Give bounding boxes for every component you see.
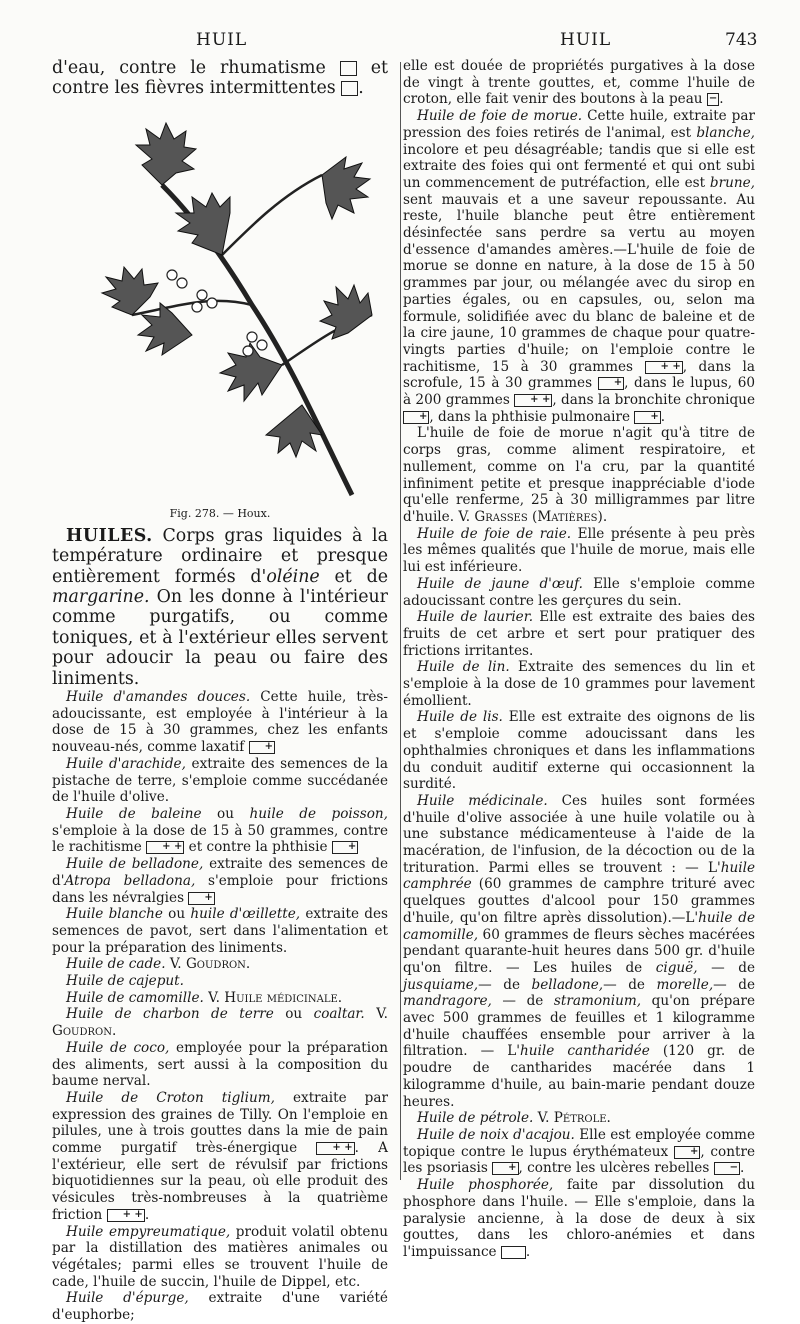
- entry-foie-morue-note: L'huile de foie de morue n'agit qu'à titre de corps gras, comme aliment respiratoire, et nullement, comme on l'a cru, par la quantité infiniment petite et presque inappréciable d'iode qu'elle renferme, 25 à 30 milligrammes par litre d'huile. V. Grasses (Matières).: [403, 425, 755, 525]
- entry-charbon: Huile de charbon de terre ou coaltar. V. Goudron.: [52, 1006, 388, 1040]
- empty-box-symbol: [501, 1246, 526, 1259]
- entry-empyreumatique: Huile empyreumatique, produit volatil obtenu par la distillation des matières animales ou végétales; parmi elles se trouvent l'huile de cade, l'huile de succin, l'huile de Dippel, etc.: [52, 1223, 388, 1290]
- column-divider: [400, 62, 401, 1180]
- entry-lis: Huile de lis. Elle est extraite des oignons de lis et s'emploie comme adoucissant dans les ophthalmies chroniques et dans les inflammations du conduit auditif externe qui occasionnent la surdité.: [403, 709, 755, 793]
- entry-arachide: Huile d'arachide, extraite des semences de la pistache de terre, s'emploie comme succédanée de l'huile d'olive.: [52, 755, 388, 806]
- entry-epurge: Huile d'épurge, extraite d'une variété d'euphorbe;: [52, 1290, 388, 1324]
- figure-caption: Fig. 278. — Houx.: [169, 506, 271, 520]
- entry-croton: Huile de Croton tiglium, extraite par expression des graines de Tilly. On l'emploie en pilules, une à trois gouttes dans la mie de pain comme purgatif très-énergique + + . A l'extérieur, elle sert de révulsif par frictions biquotidiennes sur la peau, où elle produit des vésicules très-nombreuses à la quatrième friction + + .: [52, 1089, 388, 1223]
- entry-amandes: Huile d'amandes douces. Cette huile, très-adoucissante, est employée à l'intérieur à la dose de 15 à 30 grammes, chez les enfants nouveau-nés, comme laxatif +: [52, 689, 388, 756]
- entry-laurier: Huile de laurier. Elle est extraite des baies des fruits de cet arbre et sert pour pratiquer des frictions irritantes.: [403, 609, 755, 659]
- minus-box-symbol: −: [714, 1162, 740, 1175]
- entry-phosphoree: Huile phosphorée, faite par dissolution du phosphore dans l'huile. — Elle s'emploie, dans la paralysie ancienne, à la dose de deux à six gouttes, dans les chloro-anémies et dans l'impuissance .: [403, 1177, 756, 1260]
- plus-box-symbol: +: [634, 411, 660, 424]
- double-plus-box-symbol: + +: [107, 1209, 145, 1222]
- empty-box-symbol: [341, 81, 358, 96]
- entry-baleine: Huile de baleine ou huile de poisson, s'emploie à la dose de 15 à 50 grammes, contre le rachitisme + + et contre la phthisie +: [52, 805, 388, 856]
- entry-foie-morue: Huile de foie de morue. Cette huile, extraite par pression des foies retirés de l'animal, est blanche, incolore et peu désagréable; tandis que si elle est extraite des foies qui ont fermenté et qui ont subi un commencement de putréfaction, elle est brune, sent mauvais et a une saveur repoussante. Au reste, l'huile blanche peut être entièrement désinfectée sans perdre sa vertu au moyen d'essence d'amandes amères.—L'huile de foie de morue se donne en nature, à la dose de 15 à 50 grammes par jour, ou mélangée avec du sirop en parties égales, ou en capsules, ou, selon ma formule, solidifiée avec du blanc de baleine et de la cire jaune, 10 grammes de chaque pour quatre-vingts parties d'huile; on l'emploie contre le rachitisme, 15 à 30 grammes + + , dans la scrofule, 15 à 30 grammes + , dans le lupus, 60 à 200 grammes + + , dans la bronchite chronique + , dans la phthisie pulmonaire + .: [403, 108, 755, 425]
- running-header: [0, 30, 800, 56]
- double-plus-box-symbol: + +: [316, 1142, 354, 1155]
- header-left-title: HUIL: [196, 30, 248, 50]
- double-plus-box-symbol: + +: [146, 841, 184, 854]
- double-plus-box-symbol: + +: [514, 394, 552, 407]
- empty-box-symbol: [340, 61, 357, 76]
- double-plus-box-symbol: + +: [645, 361, 683, 374]
- plus-box-symbol: +: [492, 1162, 518, 1175]
- plus-box-symbol: +: [332, 841, 358, 854]
- entry-noix-acajou: Huile de noix d'acajou. Elle est employée comme topique contre le lupus érythémateux + , contre les psoriasis + , contre les ulcères rebelles − .: [403, 1127, 755, 1177]
- header-right-title: HUIL: [560, 30, 612, 50]
- entry-camomille: Huile de camomille. V. Huile médicinale.: [66, 989, 343, 1006]
- entry-foie-raie: Huile de foie de raie. Elle présente à peu près les mêmes qualités que l'huile de morue, mais elle lui est inférieure.: [403, 525, 756, 576]
- paragraph-continuation-right: elle est douée de propriétés purgatives à la dose de vingt à trente gouttes, et, comme l'huile de croton, elle fait venir des boutons à la peau − .: [403, 58, 755, 108]
- plus-box-symbol: +: [403, 411, 429, 424]
- entry-blanche: Huile blanche ou huile d'œillette, extraite des semences de pavot, sert dans l'alimentation et pour la préparation des liniments.: [52, 906, 388, 956]
- entry-cade: Huile de cade. V. Goudron.: [66, 956, 251, 973]
- entry-coco: Huile de coco, employée pour la préparation des aliments, sert aussi à la composition du baume nerval.: [52, 1039, 389, 1090]
- page-number: 743: [725, 30, 758, 50]
- holly-branch-drawing: [52, 105, 388, 505]
- plus-box-symbol: +: [249, 741, 275, 754]
- entry-huiles: HUILES. Corps gras liquides à la température ordinaire et presque entièrement formés d'oléine et de margarine. On les donne à l'intérieur comme purgatifs, ou comme toniques, et à l'extérieur elles servent pour adoucir la peau ou faire des liniments.: [52, 525, 388, 689]
- right-column: [403, 58, 755, 1261]
- left-column: [52, 58, 388, 1324]
- holly-illustration: [52, 105, 388, 505]
- plus-box-symbol: +: [674, 1146, 700, 1159]
- entry-cajeput: Huile de cajeput.: [66, 973, 184, 990]
- entry-petrole: Huile de pétrole. V. Pétrole.: [417, 1110, 611, 1127]
- minus-box-symbol: −: [708, 93, 718, 105]
- plus-box-symbol: +: [598, 377, 624, 390]
- plus-box-symbol: +: [188, 892, 214, 905]
- paragraph-continuation: d'eau, contre le rhumatisme et contre les fièvres intermittentes .: [52, 58, 388, 99]
- entry-lin: Huile de lin. Extraite des semences du lin et s'emploie à la dose de 10 grammes pour lavement émollient.: [403, 659, 755, 709]
- entry-jaune-oeuf: Huile de jaune d'œuf. Elle s'emploie comme adoucissant contre les gerçures du sein.: [403, 575, 755, 609]
- entry-belladone: Huile de belladone, extraite des semences de d'Atropa belladona, s'emploie pour frictions dans les névralgies +: [52, 856, 389, 906]
- entry-medicinale: Huile médicinale. Ces huiles sont formées d'huile d'olive associée à une huile volatile ou à une substance médicamenteuse à l'aide de la macération, de l'infusion, de la décoction ou de la trituration. Parmi elles se trouvent : — L'huile camphrée (60 grammes de camphre trituré avec quelques gouttes d'alcool pour 150 grammes d'huile, qu'on filtre après dissolution).—L'huile de camomille, 60 grammes de fleurs sèches macérées pendant quarante-huit heures dans 500 gr. d'huile qu'on filtre. — Les huiles de ciguë, — de jusquiame,— de belladone,— de morelle,— de mandragore, — de stramonium, qu'on prépare avec 500 grammes de feuilles et 1 kilogramme d'huile chauffées ensemble pour arriver à la filtration. — L'huile cantharidée (120 gr. de poudre de cantharides macérée dans 1 kilogramme d'huile, au bain-marie pendant douze heures.: [403, 792, 756, 1110]
